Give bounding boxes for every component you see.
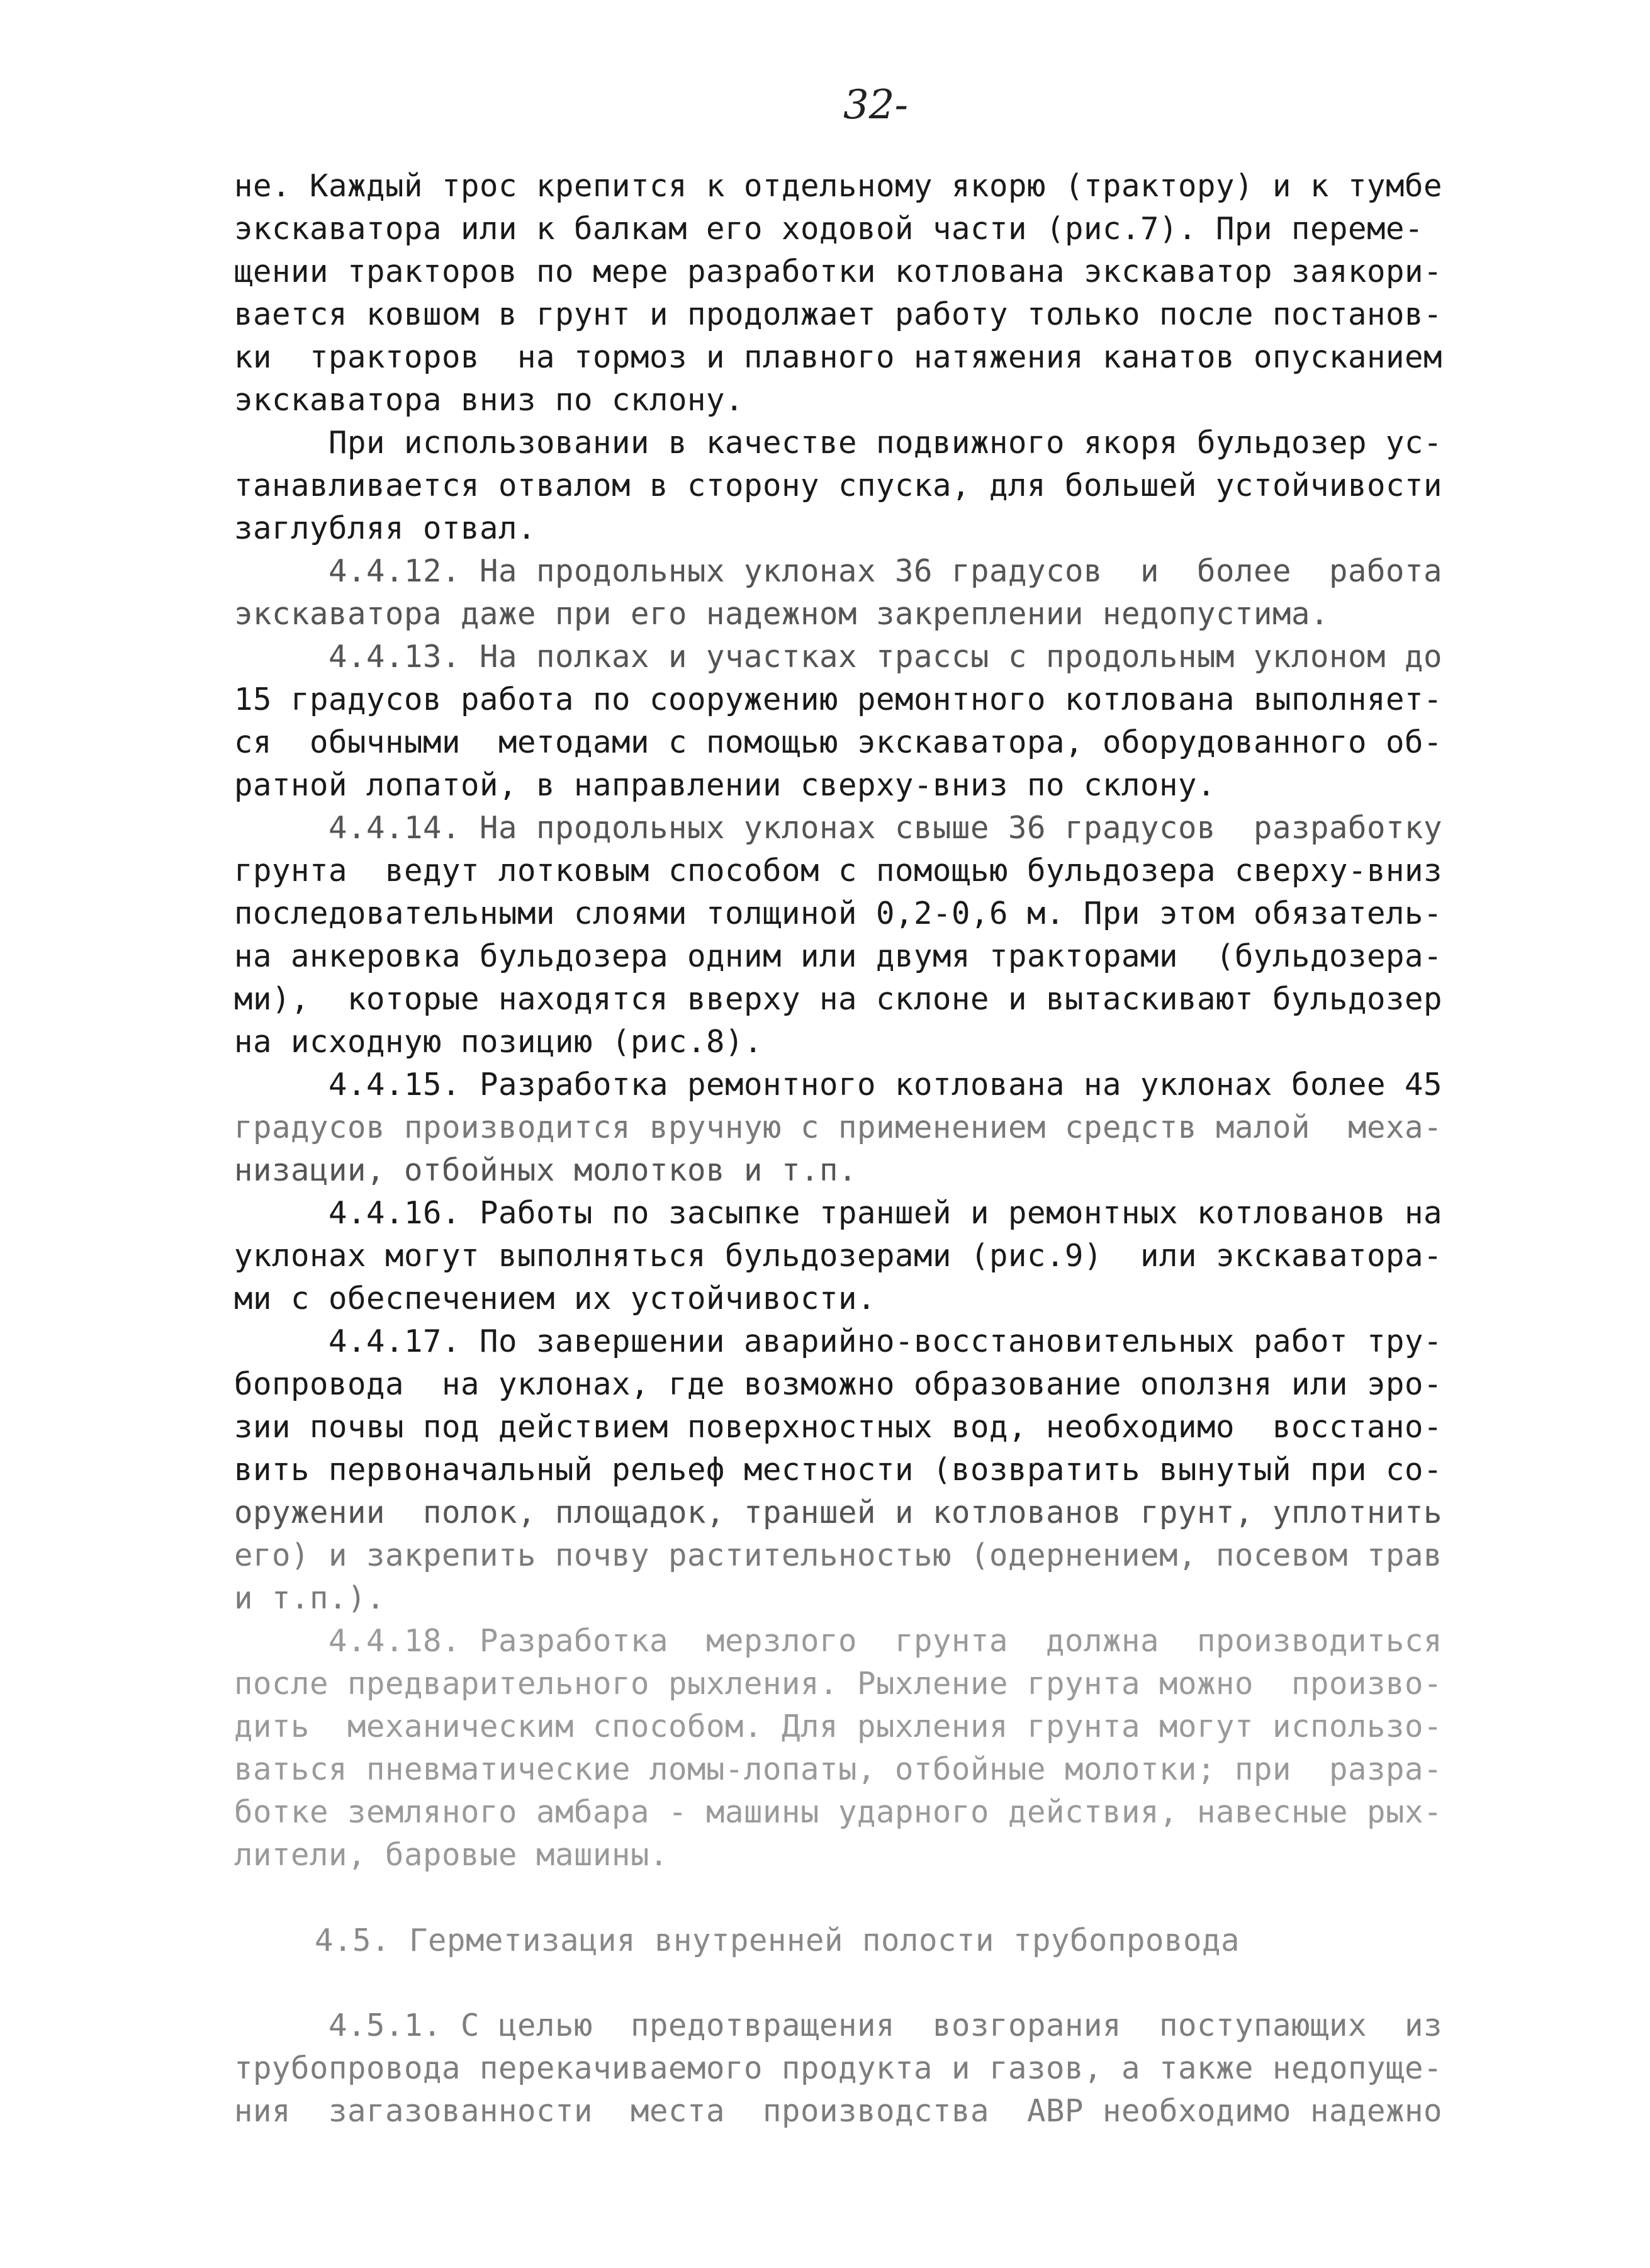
text-line: 4.4.14. На продольных уклонах свыше 36 градусов разработку [234,810,1443,846]
text-line: ратной лопатой, в направлении сверху-вниз по склону. [234,767,1216,803]
text-line: 4.4.18. Разработка мерзлого грунта должна производиться [234,1623,1443,1659]
text-line: бопровода на уклонах, где возможно образование оползня или эро- [234,1366,1443,1402]
text-line: ся обычными методами с помощью экскаватора, оборудованного об- [234,724,1443,760]
text-line: 4.4.17. По завершении аварийно-восстановительных работ тру- [234,1323,1443,1359]
text-line: щении тракторов по мере разработки котлована экскаватор заякори- [234,254,1443,289]
text-line: 4.4.12. На продольных уклонах 36 градусов и более работа [234,553,1443,589]
text-line: не. Каждый трос крепится к отдельному якорю (трактору) и к тумбе [234,168,1443,204]
text-line: и т.п.). [234,1580,386,1616]
text-line: трубопровода перекачиваемого продукта и газов, а также недопуще- [234,2050,1443,2086]
text-line: экскаватора даже при его надежном закреплении недопустима. [234,596,1330,632]
text-line: зии почвы под действием поверхностных вод, необходимо восстано- [234,1409,1443,1445]
text-line: При использовании в качестве подвижного якоря бульдозер ус- [234,425,1443,461]
text-line: грунта ведут лотковым способом с помощью бульдозера сверху-вниз [234,853,1443,889]
body-text-tail [234,2004,1442,2133]
text-line: вается ковшом в грунт и продолжает работу только после постанов- [234,296,1443,332]
text-line: на исходную позицию (рис.8). [234,1024,763,1060]
body-text [234,165,1449,1877]
page-number: 32- [843,82,909,128]
text-line: градусов производится вручную с применением средств малой меха- [234,1109,1443,1145]
text-line: лители, баровые машины. [234,1837,669,1873]
section-heading: 4.5. Герметизация внутренней полости трубопровода [315,1923,1240,1958]
text-line: 4.5.1. С целью предотвращения возгорания поступающих из [234,2007,1443,2043]
text-line: дить механическим способом. Для рыхления грунта могут использо- [234,1709,1443,1744]
text-line: танавливается отвалом в сторону спуска, для большей устойчивости [234,468,1443,503]
text-line: последовательными слоями толщиной 0,2-0,6 м. При этом обязатель- [234,895,1443,931]
text-line: ботке земляного амбара - машины ударного действия, навесные рых- [234,1794,1443,1830]
text-line: ния загазованности места производства АВР необходимо надежно [234,2093,1443,2129]
text-line: уклонах могут выполняться бульдозерами (рис.9) или экскаватора- [234,1238,1443,1274]
text-line: 4.4.13. На полках и участках трассы с продольным уклоном до [234,639,1443,675]
text-line: заглубляя отвал. [234,510,537,546]
text-line: ми с обеспечением их устойчивости. [234,1281,877,1316]
text-line: ки тракторов на тормоз и плавного натяжения канатов опусканием [234,339,1443,375]
text-line: вить первоначальный рельеф местности (возвратить вынутый при со- [234,1452,1443,1488]
text-line: 4.4.16. Работы по засыпке траншей и ремонтных котлованов на [234,1195,1443,1231]
text-line: ми), которые находятся вверху на склоне и вытаскивают бульдозер [234,981,1443,1017]
text-line: 15 градусов работа по сооружению ремонтного котлована выполняет- [234,682,1443,717]
text-line: оружении полок, площадок, траншей и котлованов грунт, уплотнить [234,1495,1443,1530]
text-line: его) и закрепить почву растительностью (одернением, посевом трав [234,1537,1443,1573]
text-line: после предварительного рыхления. Рыхление грунта можно произво- [234,1666,1443,1702]
text-line: на анкеровка бульдозера одним или двумя тракторами (бульдозера- [234,938,1443,974]
text-line: экскаватора или к балкам его ходовой части (рис.7). При перемe- [234,211,1424,247]
text-line: экскаватора вниз по склону. [234,382,744,418]
text-line: низации, отбойных молотков и т.п. [234,1152,858,1188]
text-line: 4.4.15. Разработка ремонтного котлована на уклонах более 45 [234,1067,1443,1103]
text-line: ваться пневматические ломы-лопаты, отбойные молотки; при разра- [234,1751,1443,1787]
